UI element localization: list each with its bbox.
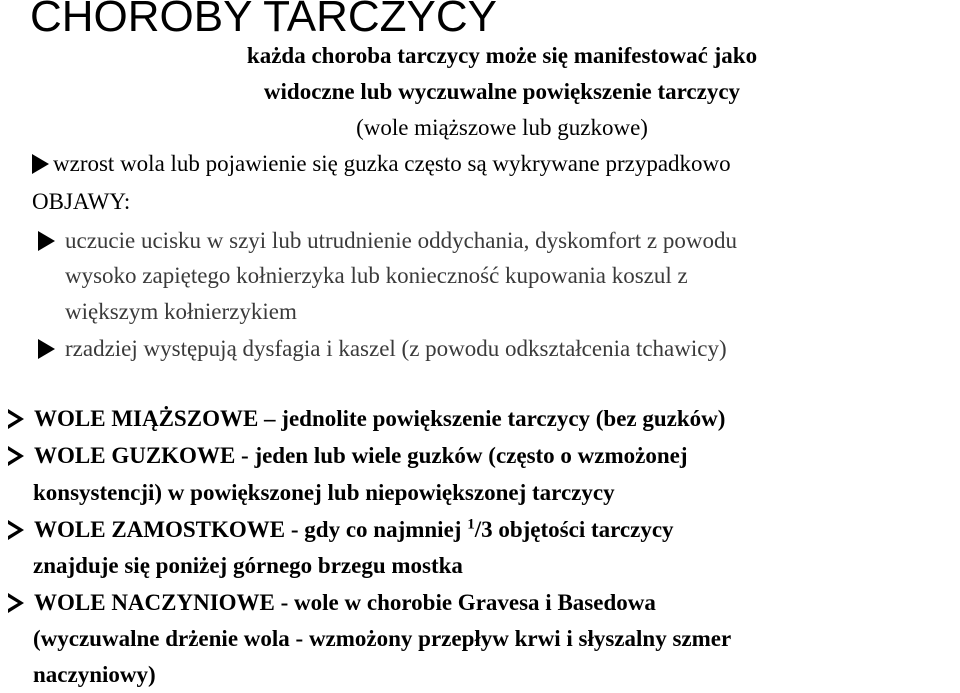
arrow-bullet-icon xyxy=(32,154,49,174)
goiter-vascular xyxy=(8,585,656,621)
goiter-retrosternal-pre: WOLE ZAMOSTKOWE - gdy co najmniej xyxy=(34,517,468,542)
point-incidental-text: wzrost wola lub pojawienie się guzka często są wykrywane przypadkowo xyxy=(53,151,731,176)
point-pressure-text-3: większym kołnierzykiem xyxy=(65,299,297,324)
chevron-bullet-icon xyxy=(8,409,24,429)
arrow-bullet-icon xyxy=(38,231,55,251)
point-incidental xyxy=(32,146,731,182)
chevron-bullet-icon xyxy=(8,446,24,466)
goiter-parenchymal-desc: – jednolite powiększenie tarczycy (bez guzków) xyxy=(258,406,726,431)
goiter-parenchymal xyxy=(8,401,725,437)
point-dysphagia xyxy=(38,331,727,367)
goiter-retrosternal-post: /3 objętości tarczycy xyxy=(474,517,674,542)
point-dysphagia-text: rzadziej występują dysfagia i kaszel (z powodu odkształcenia tchawicy) xyxy=(65,336,727,361)
goiter-vascular-text-1: WOLE NACZYNIOWE - wole w chorobie Gravesa i Basedowa xyxy=(34,590,656,615)
arrow-bullet-icon xyxy=(38,339,55,359)
chevron-bullet-icon xyxy=(8,593,24,613)
symptoms-heading: OBJAWY: xyxy=(32,189,131,214)
intro-line-1: każda choroba tarczycy może się manifestować jako xyxy=(246,43,758,68)
point-pressure-text-1: uczucie ucisku w szyi lub utrudnienie oddychania, dyskomfort z powodu xyxy=(65,228,737,253)
intro-line-3: (wole miąższowe lub guzkowe) xyxy=(356,115,648,140)
chevron-bullet-icon xyxy=(8,520,24,540)
goiter-nodular-text-2: konsystencji) w powiększonej lub niepowiększonej tarczycy xyxy=(33,480,615,505)
goiter-nodular-text-1: WOLE GUZKOWE - jeden lub wiele guzków (często o wzmożonej xyxy=(34,443,688,468)
page-title: CHOROBY TARCZYCY xyxy=(30,0,497,41)
goiter-nodular xyxy=(8,438,688,474)
goiter-retrosternal-sup: 1 xyxy=(467,516,475,533)
goiter-vascular-text-2: (wyczuwalne drżenie wola - wzmożony przepływ krwi i słyszalny szmer xyxy=(33,626,732,651)
intro-line-2: widoczne lub wyczuwalne powiększenie tarczycy xyxy=(263,79,741,104)
point-pressure xyxy=(38,223,737,259)
goiter-retrosternal-text-2: znajduje się poniżej górnego brzegu mostka xyxy=(33,553,463,578)
goiter-retrosternal xyxy=(8,512,674,548)
point-pressure-text-2: wysoko zapiętego kołnierzyka lub konieczność kupowania koszul z xyxy=(65,263,688,288)
goiter-vascular-text-3: naczyniowy) xyxy=(33,662,156,687)
goiter-parenchymal-name: WOLE MIĄŻSZOWE xyxy=(34,406,259,431)
